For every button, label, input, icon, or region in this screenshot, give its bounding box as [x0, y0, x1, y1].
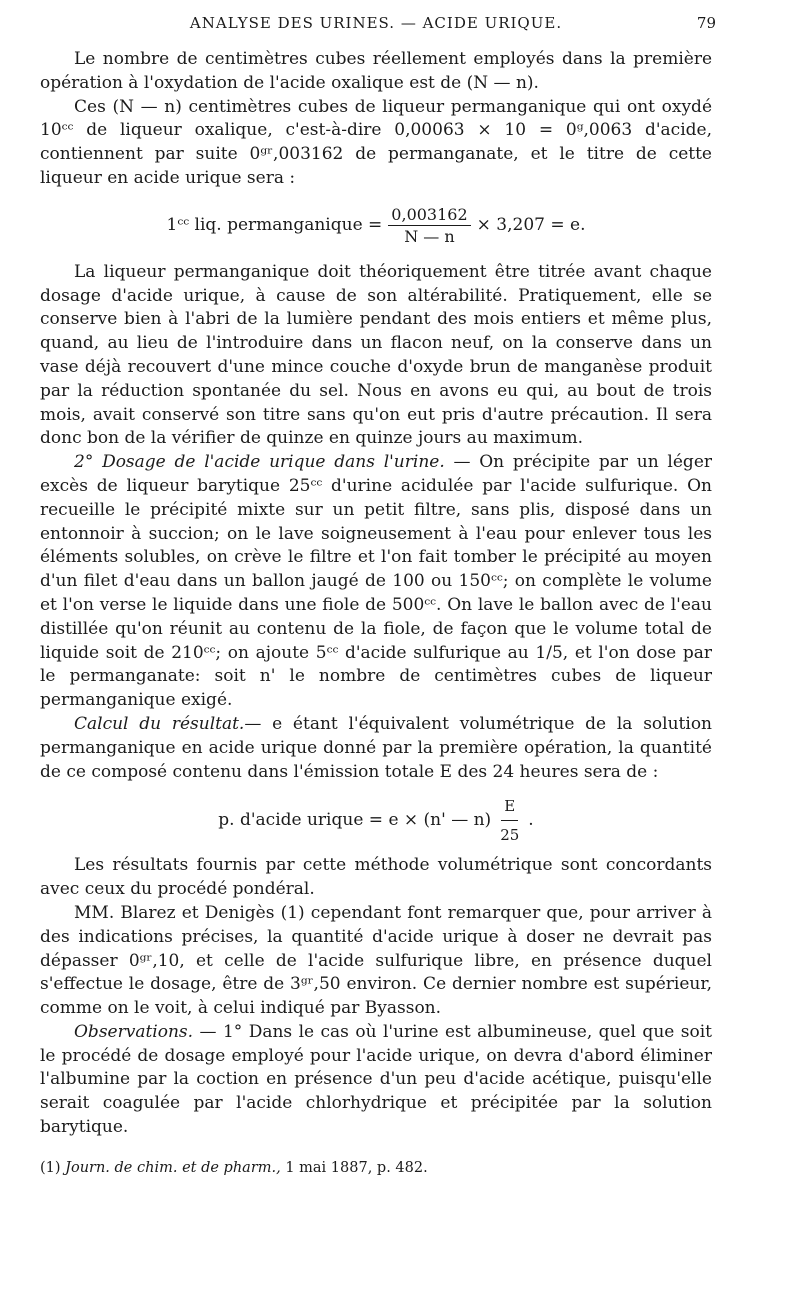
formula-titre-left: 1ᶜᶜ liq. permanganique = — [166, 215, 383, 236]
paragraph-4 — [40, 451, 712, 713]
footnote-marker: (1) — [40, 1160, 61, 1176]
formula-resultat-right: . — [528, 810, 534, 831]
formula-resultat-left: p. d'acide urique = e × (n' — n) — [218, 810, 492, 831]
page-number: 79 — [696, 14, 716, 32]
formula-titre-denominator: N — n — [404, 226, 455, 246]
paragraph-6: Les résultats fournis par cette méthode volumétrique sont concordants avec ceux du procédé pondéral. — [40, 855, 712, 900]
formula-resultat-numerator: E — [501, 795, 518, 822]
paragraph-8 — [40, 1021, 712, 1140]
paragraph-8-text: — 1° Dans le cas où l'urine est albumineuse, quel que soit le procédé de dosage employé pour l'acide urique, on devra d'abord éliminer l'albumine par la coction en présence d'un peu d'acide acétique, puisqu'elle serait coagulée par l'acide chlorhydrique et précipitée par la solution barytique. — [40, 1021, 712, 1138]
paragraph-3: La liqueur permanganique doit théoriquement être titrée avant chaque dosage d'acide urique, à cause de son altérabilité. Pratiquement, elle se conserve bien à l'abri de la lumière pendant des mois entiers et même plus, quand, au lieu de l'introduire dans un flacon neuf, on la conserve dans un vase déjà recouvert d'une mince couche d'oxyde brun de manganèse produit par la réduction spontanée du sel. Nous en avons eu qui, au bout de trois mois, avait conservé son titre sans qu'on eut pris d'autre précaution. Il sera donc bon de la vérifier de quinze en quinze jours au maximum. — [40, 261, 712, 449]
footnote — [40, 1160, 712, 1176]
paragraph-4-text: — On précipite par un léger excès de liqueur barytique 25ᶜᶜ d'urine acidulée par l'acide sulfurique. On recueille le précipité mixte sur un petit filtre, sans plis, disposé dans un entonnoir à succion; on le lave soigneusement à l'eau pour enlever tous les éléments solubles, on crève le filtre et l'on fait tomber le précipité au moyen d'un filet d'eau dans un ballon jaugé de 100 ou 150ᶜᶜ; on complète le volume et l'on verse le liquide dans une fiole de 500ᶜᶜ. On lave le ballon avec de l'eau distillée qu'on réunit au contenu de la fiole, de façon que le volume total de liquide soit de 210ᶜᶜ; on ajoute 5ᶜᶜ d'acide sulfurique au 1/5, et l'on dose par le permanganate: soit n' le nombre de centimètres cubes de liqueur permanganique exigé. — [40, 452, 712, 711]
formula-resultat-fraction — [497, 795, 522, 849]
running-head: ANALYSE DES URINES. — ACIDE URIQUE. — [189, 14, 563, 32]
formula-resultat — [40, 798, 712, 844]
formula-titre-fraction — [388, 204, 470, 246]
paragraph-4-heading: 2° Dosage de l'acide urique dans l'urine. — [74, 452, 445, 473]
formula-resultat-denominator: 25 — [500, 826, 520, 845]
formula-titre-numerator: 0,003162 — [388, 207, 470, 226]
paragraph-2: Ces (N — n) centimètres cubes de liqueur permanganique qui ont oxydé 10ᶜᶜ de liqueur oxalique, c'est-à-dire 0,00063 × 10 = 0ᵍ,0063 d'acide, contiennent par suite 0ᵍʳ,003162 de permanganate, et le titre de cette liqueur en acide urique sera : — [40, 96, 712, 188]
footnote-source: Journ. de chim. et de pharm., — [65, 1160, 281, 1176]
footnote-detail: 1 mai 1887, p. 482. — [285, 1160, 428, 1176]
formula-titre — [40, 199, 712, 253]
paragraph-5-text: — e étant l'équivalent volumétrique de la solution permanganique en acide urique donné par la première opération, la quantité de ce composé contenu dans l'émission totale E des 24 heures sera de : — [40, 713, 713, 782]
paragraph-1: Le nombre de centimètres cubes réellement employés dans la première opération à l'oxydation de l'acide oxalique est de (N — n). — [40, 49, 712, 93]
page-header — [40, 14, 716, 36]
paragraph-7: MM. Blarez et Denigès (1) cependant font remarquer que, pour arriver à des indications précises, la quantité d'acide urique à doser ne devrait pas dépasser 0ᵍʳ,10, et celle de l'acide sulfurique libre, en présence duquel s'effectue le dosage, être de 3ᵍʳ,50 environ. Ce dernier nombre est supérieur, comme on le voit, à celui indiqué par Byasson. — [40, 902, 712, 1019]
paragraph-5-heading: Calcul du résultat. — [74, 713, 245, 734]
paragraph-5 — [40, 713, 712, 784]
formula-titre-right: × 3,207 = e. — [476, 215, 586, 236]
body-text — [40, 48, 712, 1140]
paragraph-8-heading: Observations. — [74, 1021, 194, 1042]
